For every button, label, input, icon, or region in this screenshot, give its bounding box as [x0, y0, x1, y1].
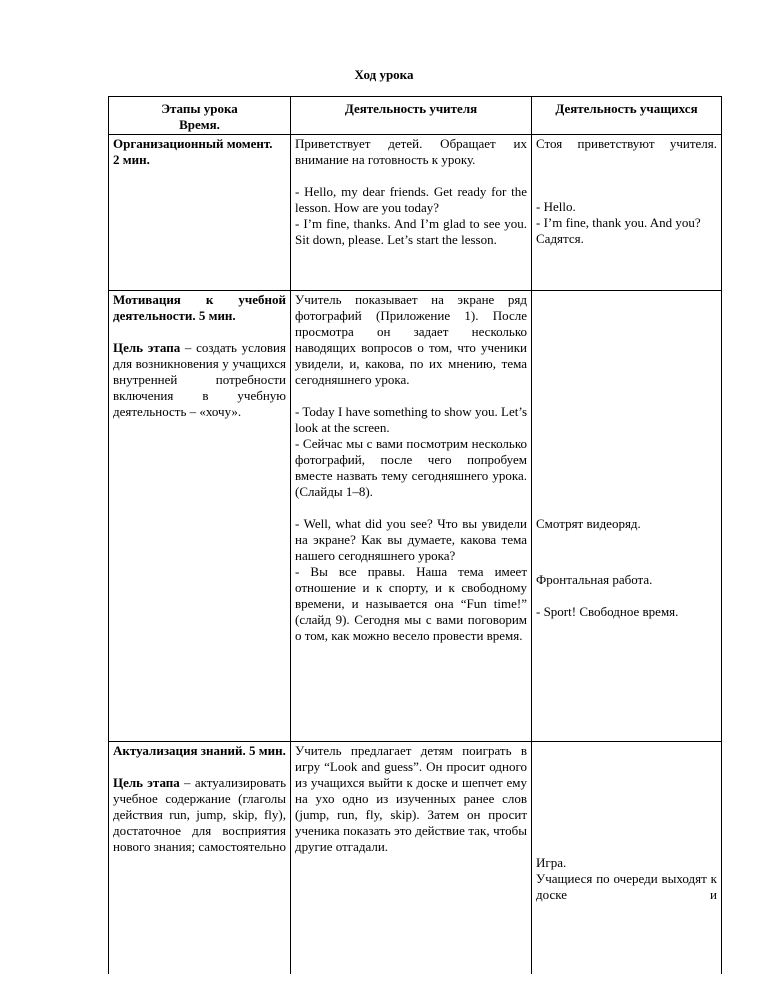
header-students: Деятельность учащихся: [532, 97, 722, 135]
table-header-row: [109, 97, 722, 135]
teacher-text: - Сейчас мы с вами посмотрим несколько фотографий, после чего попробуем вместе назвать тему сегодняшнего урока. (Слайды 1–8).: [295, 436, 527, 499]
page-title: Ход урока: [354, 67, 414, 82]
teacher-text: Приветствует детей. Обращает их внимание на готовность к уроку.: [295, 136, 527, 167]
students-text: - Sport! Свободное время.: [536, 604, 679, 619]
stage-cell: [109, 742, 291, 975]
students-cell: [532, 742, 722, 975]
header-stages: [109, 97, 291, 135]
stage-title: Актуализация знаний. 5 мин.: [113, 743, 286, 758]
stage-cell: [109, 291, 291, 742]
stage-goal: [113, 340, 286, 420]
stage-title: Мотивация к учебной деятельности. 5 мин.: [113, 292, 286, 323]
students-text: Учащиеся по очереди выходят к доске и: [536, 871, 717, 902]
header-stages-line2: Время.: [179, 117, 220, 132]
students-cell: [532, 291, 722, 742]
teacher-cell: [291, 742, 532, 975]
stage-title: Организационный момент.: [113, 136, 273, 151]
students-cell: [532, 135, 722, 291]
teacher-text: - Hello, my dear friends. Get ready for the lesson. How are you today?: [295, 184, 527, 215]
table-row: [109, 742, 722, 975]
students-text: Игра.: [536, 855, 567, 870]
goal-label: Цель этапа: [113, 340, 181, 355]
teacher-text: - Well, what did you see? Что вы увидели на экране? Как вы думаете, какова тема нашего сегодняшнего урока?: [295, 516, 527, 563]
stage-cell: [109, 135, 291, 291]
goal-label: Цель этапа: [113, 775, 180, 790]
students-text: - I’m fine, thank you. And you?: [536, 215, 701, 230]
teacher-text: Учитель показывает на экране ряд фотографий (Приложение 1). После просмотра он задает несколько наводящих вопросов о том, что ученики увидели, и, какова, по их мнению, тема сегодняшнего урока.: [295, 292, 527, 387]
stage-time: 2 мин.: [113, 152, 150, 167]
students-text: Смотрят видеоряд.: [536, 516, 641, 531]
students-text: Садятся.: [536, 231, 584, 246]
students-text: - Hello.: [536, 199, 576, 214]
goal-text: – создать условия для возникновения у учащихся внутренней потребности включения в учебную деятельность – «хочу».: [113, 340, 286, 419]
table-row: [109, 135, 722, 291]
header-stages-line1: Этапы урока: [161, 101, 238, 116]
teacher-text: - Вы все правы. Наша тема имеет отношение и к спорту, и к свободному времени, и называется она “Fun time!” (слайд 9). Сегодня мы с вами поговорим о том, как можно весело провести время.: [295, 564, 527, 643]
stage-goal: [113, 775, 286, 855]
table-row: [109, 291, 722, 742]
teacher-text: - Today I have something to show you. Let’s look at the screen.: [295, 404, 527, 435]
teacher-text: - I’m fine, thanks. And I’m glad to see you. Sit down, please. Let’s start the lesson.: [295, 216, 527, 247]
students-text: Фронтальная работа.: [536, 572, 653, 587]
teacher-text: Учитель предлагает детям поиграть в игру “Look and guess”. Он просит одного из учащихся выйти к доске и шепчет ему на ухо одно из изученных ранее слов (jump, run, fly, skip). Затем он просит ученика показать это действие так, чтобы другие отгадали.: [295, 743, 527, 854]
teacher-cell: [291, 291, 532, 742]
header-teacher: Деятельность учителя: [291, 97, 532, 135]
students-text: Стоя приветствуют учителя.: [536, 136, 717, 151]
goal-text: – актуализировать учебное содержание (глаголы действия run, jump, skip, fly), достаточное для восприятия нового знания; самостоятельно: [113, 775, 287, 854]
lesson-plan-table: [108, 96, 722, 974]
teacher-cell: [291, 135, 532, 291]
